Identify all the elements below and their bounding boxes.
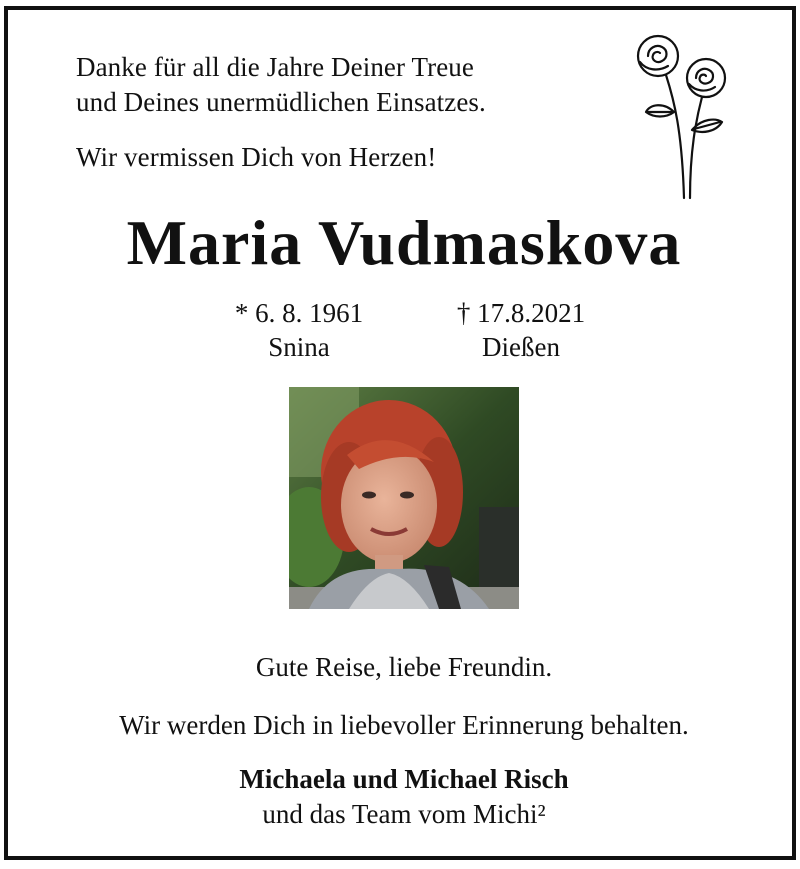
signature-team: und das Team vom Michi² xyxy=(262,799,546,829)
birth-date: * 6. 8. 1961 xyxy=(234,298,364,328)
closing-line-1: Gute Reise, liebe Freundin. xyxy=(255,652,553,682)
obituary-frame xyxy=(4,6,796,860)
birth-info xyxy=(204,296,394,364)
roses-icon xyxy=(626,30,736,200)
death-date: † 17.8.2021 xyxy=(456,298,586,328)
closing-line-2: Wir werden Dich in liebevoller Erinnerung behalten. xyxy=(119,710,689,740)
signature-names: Michaela und Michael Risch xyxy=(239,764,569,794)
death-place: Dießen xyxy=(482,332,560,362)
intro-line-2: und Deines unermüdlichen Einsatzes. xyxy=(76,87,486,117)
intro-line-1: Danke für all die Jahre Deiner Treue xyxy=(76,52,474,82)
birth-place: Snina xyxy=(268,332,330,362)
intro-text xyxy=(76,50,486,175)
deceased-name: Maria Vudmaskova xyxy=(126,207,682,278)
portrait-photo xyxy=(289,387,519,609)
intro-line-3: Wir vermissen Dich von Herzen! xyxy=(76,142,437,172)
death-info xyxy=(426,296,616,364)
